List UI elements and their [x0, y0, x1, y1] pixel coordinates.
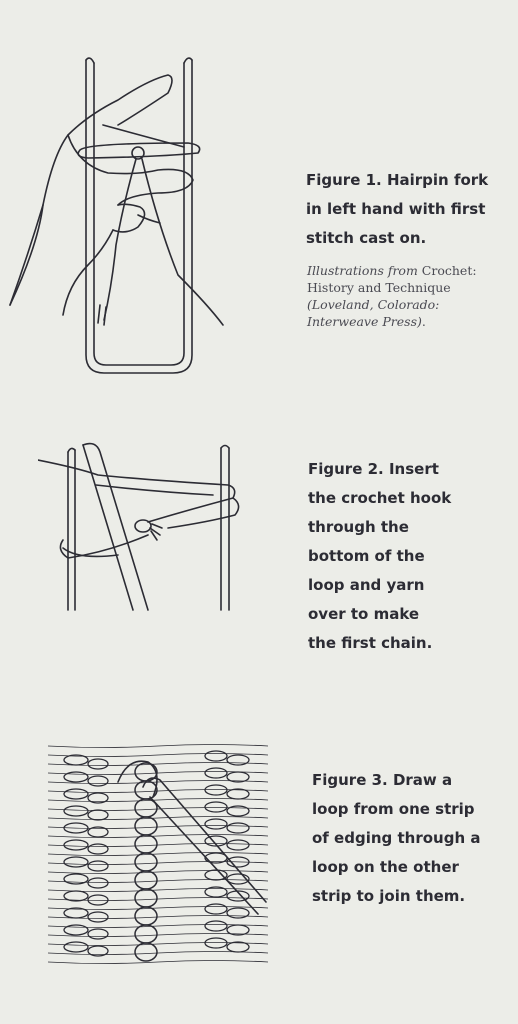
illustration-credit — [307, 262, 512, 330]
figure-2-illustration — [38, 440, 248, 615]
figure-2-caption-line: loop and yarn — [308, 576, 425, 594]
credit-line-4: Interweave Press) — [307, 314, 422, 329]
credit-line-4-suffix: . — [421, 314, 426, 329]
figure-3-caption-line: Figure 3. Draw a — [312, 771, 453, 789]
figure-3-caption-line: loop from one strip — [312, 800, 475, 818]
figure-2-caption-line: the first chain. — [308, 634, 433, 652]
figure-1-caption-line: in left hand with first — [306, 200, 486, 218]
credit-line-3: (Loveland, Colorado: — [307, 297, 440, 312]
figure-3-illustration — [48, 742, 268, 964]
figure-2-caption-line: over to make — [308, 605, 420, 623]
figure-3-caption-line: strip to join them. — [312, 887, 466, 905]
figure-2-caption-line: Figure 2. Insert — [308, 460, 439, 478]
figure-2-caption-line: through the — [308, 518, 409, 536]
figure-1-illustration — [8, 55, 248, 380]
figure-1-caption-line: Figure 1. Hairpin fork — [306, 171, 489, 189]
figure-1-caption-line: stitch cast on. — [306, 229, 427, 247]
figure-2-caption-line: the crochet hook — [308, 489, 452, 507]
figure-2-caption — [308, 455, 513, 658]
figure-3-caption-line: loop on the other — [312, 858, 459, 876]
figure-3-caption — [312, 766, 512, 911]
credit-italic-prefix: Illustrations from — [307, 263, 418, 278]
credit-line-2: History and Technique — [307, 280, 451, 295]
figure-3-caption-line: of edging through a — [312, 829, 481, 847]
credit-title-part: Crochet: — [417, 263, 477, 278]
figure-2-caption-line: bottom of the — [308, 547, 425, 565]
figure-1-caption — [306, 166, 511, 253]
